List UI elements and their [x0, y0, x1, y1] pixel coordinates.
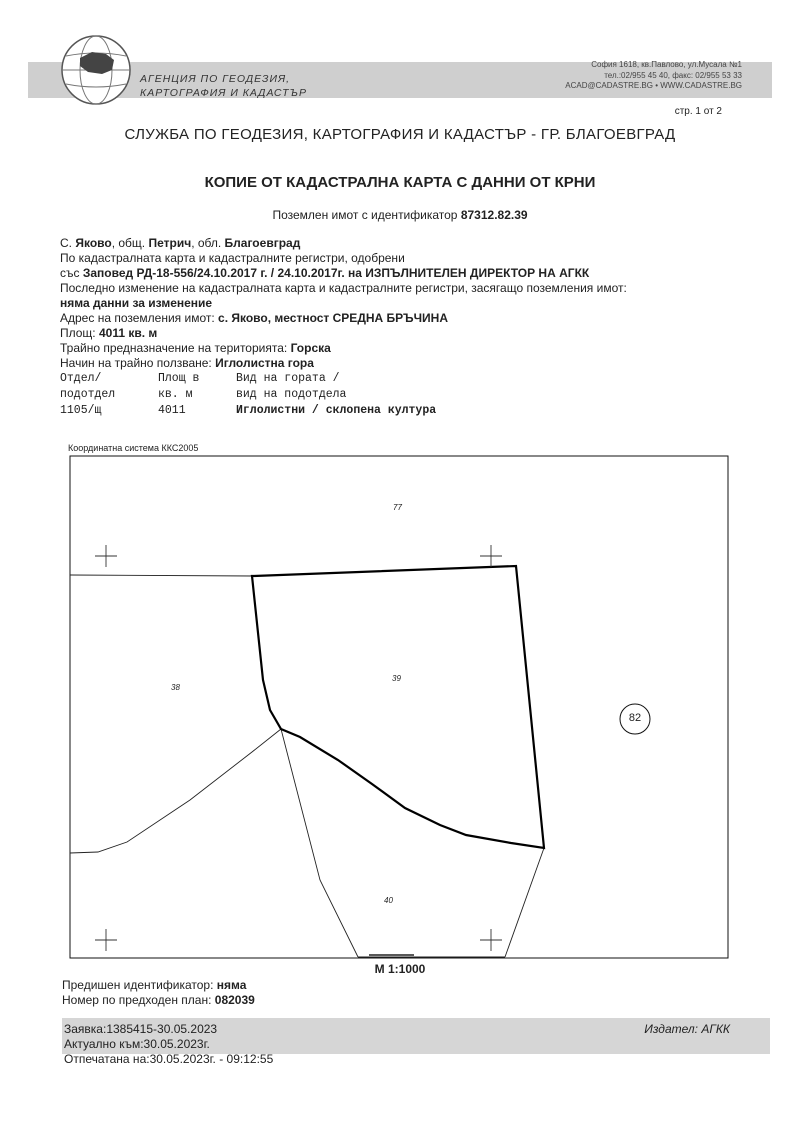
actual-date: Актуално към:30.05.2023г.: [64, 1037, 210, 1051]
agency-phone: тел.:02/955 45 40, факс: 02/955 53 33: [604, 70, 742, 80]
forest-table-header-1: Отдел/ Площ в Вид на гората /: [60, 372, 340, 385]
map-scale: М 1:1000: [374, 962, 426, 976]
grid-crosses: [95, 545, 502, 951]
area-line: Площ: 4011 кв. м: [60, 326, 158, 340]
parcel-82-label: 82: [628, 712, 642, 724]
location-line: С. Яково, общ. Петрич, обл. Благоевград: [60, 236, 301, 250]
purpose-line: Трайно предназначение на територията: Горска: [60, 341, 331, 355]
parcel-39-label: 39: [392, 674, 401, 683]
coordinate-system: Координатна система ККС2005: [68, 443, 199, 453]
identifier-label: Поземлен имот с идентификатор: [272, 208, 458, 222]
request-number: Заявка:1385415-30.05.2023: [64, 1022, 218, 1036]
boundary-40-west: [281, 729, 358, 957]
printed-date: Отпечатана на:30.05.2023г. - 09:12:55: [64, 1052, 274, 1066]
parcel-38-label: 38: [171, 683, 180, 692]
document-title: КОПИЕ ОТ КАДАСТРАЛНА КАРТА С ДАННИ ОТ КРНИ: [204, 174, 596, 191]
page-number: стр. 1 от 2: [674, 106, 722, 117]
parcel-77-label: 77: [393, 503, 402, 512]
agency-address: София 1618, кв.Павлово, ул.Мусала №1: [591, 60, 742, 69]
parcel-39-boundary: [252, 566, 544, 848]
boundary-38-40: [70, 729, 281, 853]
approval-line: По кадастралната карта и кадастралните регистри, одобрени: [60, 251, 405, 265]
prev-identifier-line: Предишен идентификатор: няма: [62, 978, 247, 992]
identifier-value: 87312.82.39: [460, 208, 528, 222]
publisher: Издател: АГКК: [644, 1022, 730, 1036]
address-line: Адрес на поземления имот: с. Яково, местност СРЕДНА БРЪЧИНА: [60, 311, 448, 325]
agency-line-1: АГЕНЦИЯ ПО ГЕОДЕЗИЯ,: [140, 73, 291, 85]
agency-web: ACAD@CADASTRE.BG • WWW.CADASTRE.BG: [565, 81, 742, 90]
last-change-label: Последно изменение на кадастралната карта и кадастралните регистри, засягащо поземления имот:: [60, 281, 627, 295]
prev-plan-line: Номер по предходен план: 082039: [62, 993, 255, 1007]
boundary-38-77: [70, 575, 253, 576]
last-change-value: няма данни за изменение: [60, 296, 213, 310]
agency-line-2: КАРТОГРАФИЯ И КАДАСТЪР: [140, 87, 307, 99]
service-title: СЛУЖБА ПО ГЕОДЕЗИЯ, КАРТОГРАФИЯ И КАДАСТЪР - ГР. БЛАГОЕВГРАД: [124, 126, 676, 143]
approval-order-line: със Заповед РД-18-556/24.10.2017 г. / 24.10.2017г. на ИЗПЪЛНИТЕЛЕН ДИРЕКТОР НА АГКК: [60, 266, 590, 280]
forest-table-header-2: подотдел кв. м вид на подотдела: [60, 388, 347, 401]
boundary-40-east: [505, 848, 544, 957]
request-info: [64, 1022, 273, 1067]
previous-data: [62, 978, 255, 1008]
usage-line: Начин на трайно ползване: Иглолистна гора: [60, 356, 314, 370]
forest-table-row: 1105/щ 4011 Иглолистни / склопена култура: [60, 404, 437, 417]
parcel-40-label: 40: [384, 896, 393, 905]
